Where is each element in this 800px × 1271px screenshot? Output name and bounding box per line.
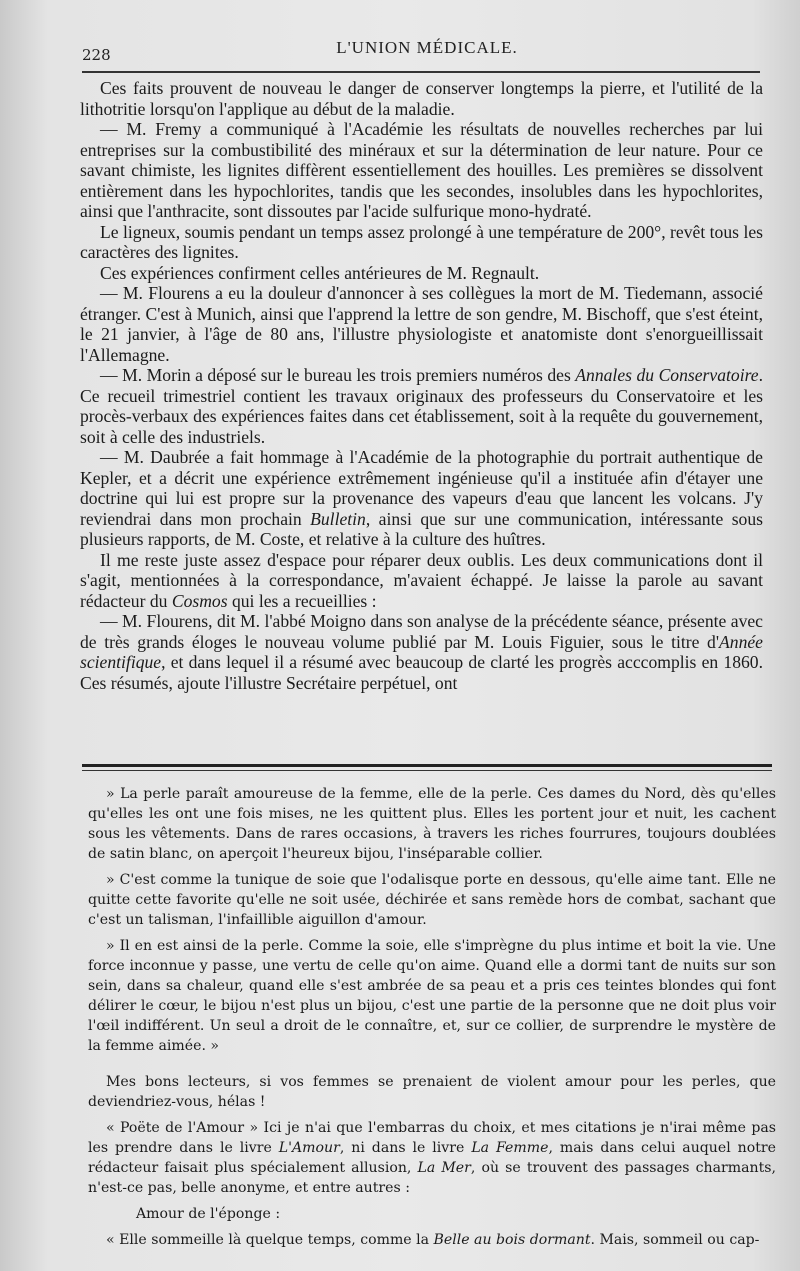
running-title: L'UNION MÉDICALE.	[336, 38, 518, 57]
paragraph: Mes bons lecteurs, si vos femmes se prenaient de violent amour pour les perles, que deviendriez-vous, hélas !	[88, 1074, 776, 1110]
main-column	[80, 78, 763, 693]
text-run: , et dans lequel il a résumé avec beaucoup de clarté les progrès acccomplis en 1860. Ces résumés, ajoute l'illustre Secrétaire perpétuel, ont	[80, 652, 763, 693]
text-run: , où se trouvent des passages charmants, n'est-ce pas, belle anonyme, et entre autres :	[88, 1160, 776, 1196]
paragraph: Ces expériences confirment celles antérieures de M. Regnault.	[100, 262, 540, 283]
text-run: — M. Daubrée a fait hommage à l'Académie de la photographie du portrait authentique de Kepler, et a décrit une expérience extrêmement ingénieuse qu'il a instituée afin d'étayer une doctrine qui lui est propre sur la provenance des vapeurs d'eau que lancent les volcans. J'y reviendrai dans mon prochain	[80, 447, 763, 529]
book-title: L'Amour	[278, 1140, 340, 1156]
paragraph	[80, 611, 763, 693]
text-run: — M. Morin a déposé sur le bureau les trois premiers numéros des	[100, 365, 576, 385]
paragraph: » C'est comme la tunique de soie que l'odalisque porte en dessous, qu'elle aime tant. Elle ne quitte cette favorite qu'elle ne soit usée, déchirée et sans remède hors de combat, sachant que c'est un talisman, l'infaillible aiguillon d'amour.	[88, 872, 776, 928]
text-run: . Mais, sommeil ou cap-	[590, 1232, 760, 1248]
feuilleton-column	[88, 784, 776, 1250]
paragraph: — M. Flourens a eu la douleur d'annoncer à ses collègues la mort de M. Tiedemann, associé étranger. C'est à Munich, ainsi que l'apprend la lettre de son gendre, M. Bischoff, que s'est éteint, le 21 janvier, à l'âge de 80 ans, l'illustre physiologiste et anatomiste dont s'enorgueillissait l'Allemagne.	[80, 283, 763, 365]
paragraph	[80, 550, 763, 612]
paragraph: » La perle paraît amoureuse de la femme, elle de la perle. Ces dames du Nord, dès qu'elles qu'elles les ont une fois mises, ne les quittent plus. Elles les portent jour et nuit, les cachent sous les vêtements. Dans de rares occasions, à travers les riches fourrures, toujours doublées de satin blanc, on aperçoit l'heureux bijou, l'inséparable collier.	[88, 786, 776, 862]
paragraph	[88, 1230, 776, 1250]
feuilleton-rule-thin	[82, 770, 772, 771]
text-run: « Poëte de l'Amour » Ici je n'ai que l'embarras du choix, et mes citations je n'irai même pas les prendre dans le livre	[88, 1120, 776, 1156]
book-title: Belle au bois dormant	[433, 1232, 591, 1248]
header-rule	[82, 71, 760, 73]
page-number: 228	[82, 46, 111, 64]
text-run: Il me reste juste assez d'espace pour réparer deux oublis. Les deux communications dont il s'agit, mentionnées à la correspondance, m'avaient échappé. Je laisse la parole au savant rédacteur du	[80, 549, 763, 611]
paragraph: — M. Fremy a communiqué à l'Académie les résultats de nouvelles recherches par lui entreprises sur la combustibilité des minéraux et sur la détermination de leur nature. Pour ce savant chimiste, les lignites diffèrent essentiellement des houilles. Les premières se dissolvent entièrement dans les hypochlorites, tandis que les secondes, insolubles dans les hypochlorites, ainsi que l'anthracite, sont dissoutes par l'acide sulfurique mono-hydraté.	[80, 119, 763, 221]
page-header	[82, 34, 772, 66]
paragraph: Le ligneux, soumis pendant un temps assez prolongé à une température de 200°, revêt tous les caractères des lignites.	[80, 221, 763, 262]
book-title: La Mer	[417, 1160, 471, 1176]
paragraph	[80, 365, 763, 447]
text-run: — M. Flourens, dit M. l'abbé Moigno dans son analyse de la précédente séance, présente avec de très grands éloges le nouveau volume publié par M. Louis Figuier, sous le titre d'	[80, 611, 763, 652]
paragraph: Ces faits prouvent de nouveau le danger de conserver longtemps la pierre, et l'utilité de la lithotritie lorsqu'on l'applique au début de la maladie.	[80, 78, 763, 119]
paragraph	[88, 1118, 776, 1198]
journal-title: Annales du Conservatoire	[575, 365, 759, 385]
paragraph: » Il en est ainsi de la perle. Comme la soie, elle s'imprègne du plus intime et boit la vie. Une force inconnue y passe, une vertu de celle qu'on aime. Quand elle a dormi tant de nuits sur son sein, dans sa chaleur, quand elle s'est ambrée de sa peau et a pris ces teintes blondes qui font délirer le cœur, le bijou n'est plus un bijou, c'est une partie de la personne que ne doit plus voir l'œil indifférent. Un seul a droit de le connaître, et, sur ce collier, de surprendre le mystère de la femme aimée. »	[88, 938, 776, 1054]
book-title: La Femme	[471, 1140, 549, 1156]
text-run: , mais dans celui auquel notre rédacteur faisait plus spécialement allusion,	[88, 1140, 776, 1176]
text-run: , ni dans le livre	[339, 1140, 472, 1156]
text-run: . Ce recueil trimestriel contient les travaux originaux des professeurs du Conservatoire et les procès-verbaux des expériences faites dans cet établissement, soit à la requête du gouvernement, soit à celle des industriels.	[80, 365, 763, 447]
quote-heading: Amour de l'éponge :	[136, 1206, 281, 1222]
feuilleton-rule-thick	[82, 764, 772, 767]
journal-title: Bulletin	[310, 508, 366, 529]
book-title: Année scientifique	[80, 631, 763, 672]
text-run: qui les a recueillies :	[227, 590, 377, 611]
text-run: « Elle sommeille là quelque temps, comme la	[106, 1232, 434, 1248]
text-run: , ainsi que sur une communication, intéressante sous plusieurs rapports, de M. Coste, et relative à la culture des huîtres.	[80, 508, 763, 549]
journal-title: Cosmos	[171, 590, 228, 611]
paragraph	[80, 447, 763, 550]
